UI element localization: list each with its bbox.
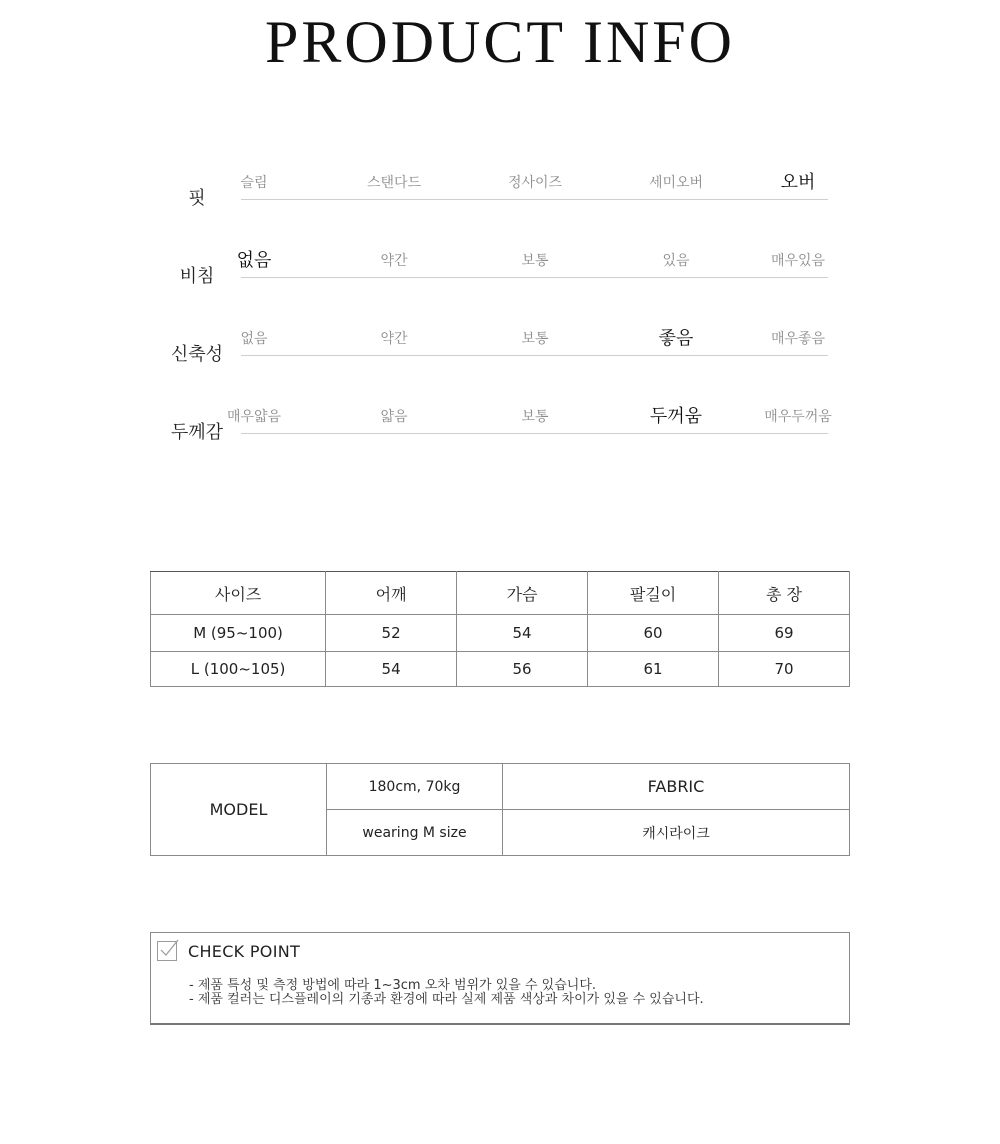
- attribute-option: 얇음: [380, 409, 408, 425]
- attribute-option: 약간: [380, 253, 408, 269]
- table-cell: M (95~100): [151, 615, 326, 652]
- attribute-scale-line: [241, 277, 828, 278]
- size-table: [150, 571, 850, 687]
- table-cell: 69: [718, 615, 849, 652]
- header-cell: 어깨: [326, 572, 457, 615]
- attribute-option: 매우얇음: [226, 409, 282, 425]
- model-label: MODEL: [151, 764, 327, 856]
- attribute-option: 스탠다드: [366, 175, 422, 191]
- table-cell: 52: [326, 615, 457, 652]
- table-cell: 56: [457, 652, 588, 687]
- model-table: [150, 763, 850, 856]
- attribute-label: 신축성: [170, 344, 224, 365]
- attribute-option-selected: 없음: [236, 250, 272, 271]
- table-row: [151, 652, 850, 687]
- attribute-option: 매우두꺼움: [764, 409, 832, 425]
- attribute-option: 보통: [521, 409, 549, 425]
- fabric-value: 캐시라이크: [503, 810, 850, 856]
- fabric-label: FABRIC: [503, 764, 850, 810]
- attribute-row: [0, 399, 1000, 459]
- check-point-note: - 제품 컬러는 디스플레이의 기종과 환경에 따라 실제 제품 색상과 차이가 있을 수 있습니다.: [189, 992, 704, 1007]
- model-wearing-size: wearing M size: [327, 810, 503, 856]
- check-point-box: [150, 932, 850, 1025]
- header-cell: 사이즈: [151, 572, 326, 615]
- check-point-note: - 제품 특성 및 측정 방법에 따라 1~3cm 오차 범위가 있을 수 있습니다.: [189, 978, 597, 993]
- table-cell: 60: [588, 615, 719, 652]
- check-point-title: CHECK POINT: [188, 942, 301, 961]
- checkbox-check-icon: [157, 939, 179, 961]
- header-cell: 총 장: [718, 572, 849, 615]
- attribute-option: 보통: [521, 253, 549, 269]
- attribute-scale-line: [241, 355, 828, 356]
- attribute-scale-line: [241, 199, 828, 200]
- attribute-option: 약간: [380, 331, 408, 347]
- table-cell: L (100~105): [151, 652, 326, 687]
- table-row: [151, 764, 850, 810]
- header-cell: 가슴: [457, 572, 588, 615]
- attribute-option: 매우있음: [770, 253, 826, 269]
- model-spec: 180cm, 70kg: [327, 764, 503, 810]
- attribute-option-selected: 두꺼움: [649, 406, 703, 427]
- page-title: PRODUCT INFO: [265, 9, 735, 75]
- attribute-row: [0, 165, 1000, 225]
- attribute-option-selected: 좋음: [658, 328, 694, 349]
- attribute-label: 두께감: [170, 422, 224, 443]
- attribute-option: 세미오버: [648, 175, 704, 191]
- attribute-scale-line: [241, 433, 828, 434]
- attribute-label: 비침: [179, 266, 215, 287]
- header-cell: 팔길이: [588, 572, 719, 615]
- attribute-label: 핏: [188, 188, 206, 209]
- table-cell: 54: [457, 615, 588, 652]
- attribute-option: 있음: [662, 253, 690, 269]
- table-cell: 54: [326, 652, 457, 687]
- attribute-option: 보통: [521, 331, 549, 347]
- attribute-option: 슬림: [240, 175, 268, 191]
- attribute-option: 없음: [240, 331, 268, 347]
- table-cell: 70: [718, 652, 849, 687]
- table-cell: 61: [588, 652, 719, 687]
- attribute-option-selected: 오버: [780, 172, 816, 193]
- attribute-option: 정사이즈: [507, 175, 563, 191]
- attribute-row: [0, 321, 1000, 381]
- table-header-row: [151, 572, 850, 615]
- table-row: [151, 615, 850, 652]
- attribute-option: 매우좋음: [770, 331, 826, 347]
- attribute-row: [0, 243, 1000, 303]
